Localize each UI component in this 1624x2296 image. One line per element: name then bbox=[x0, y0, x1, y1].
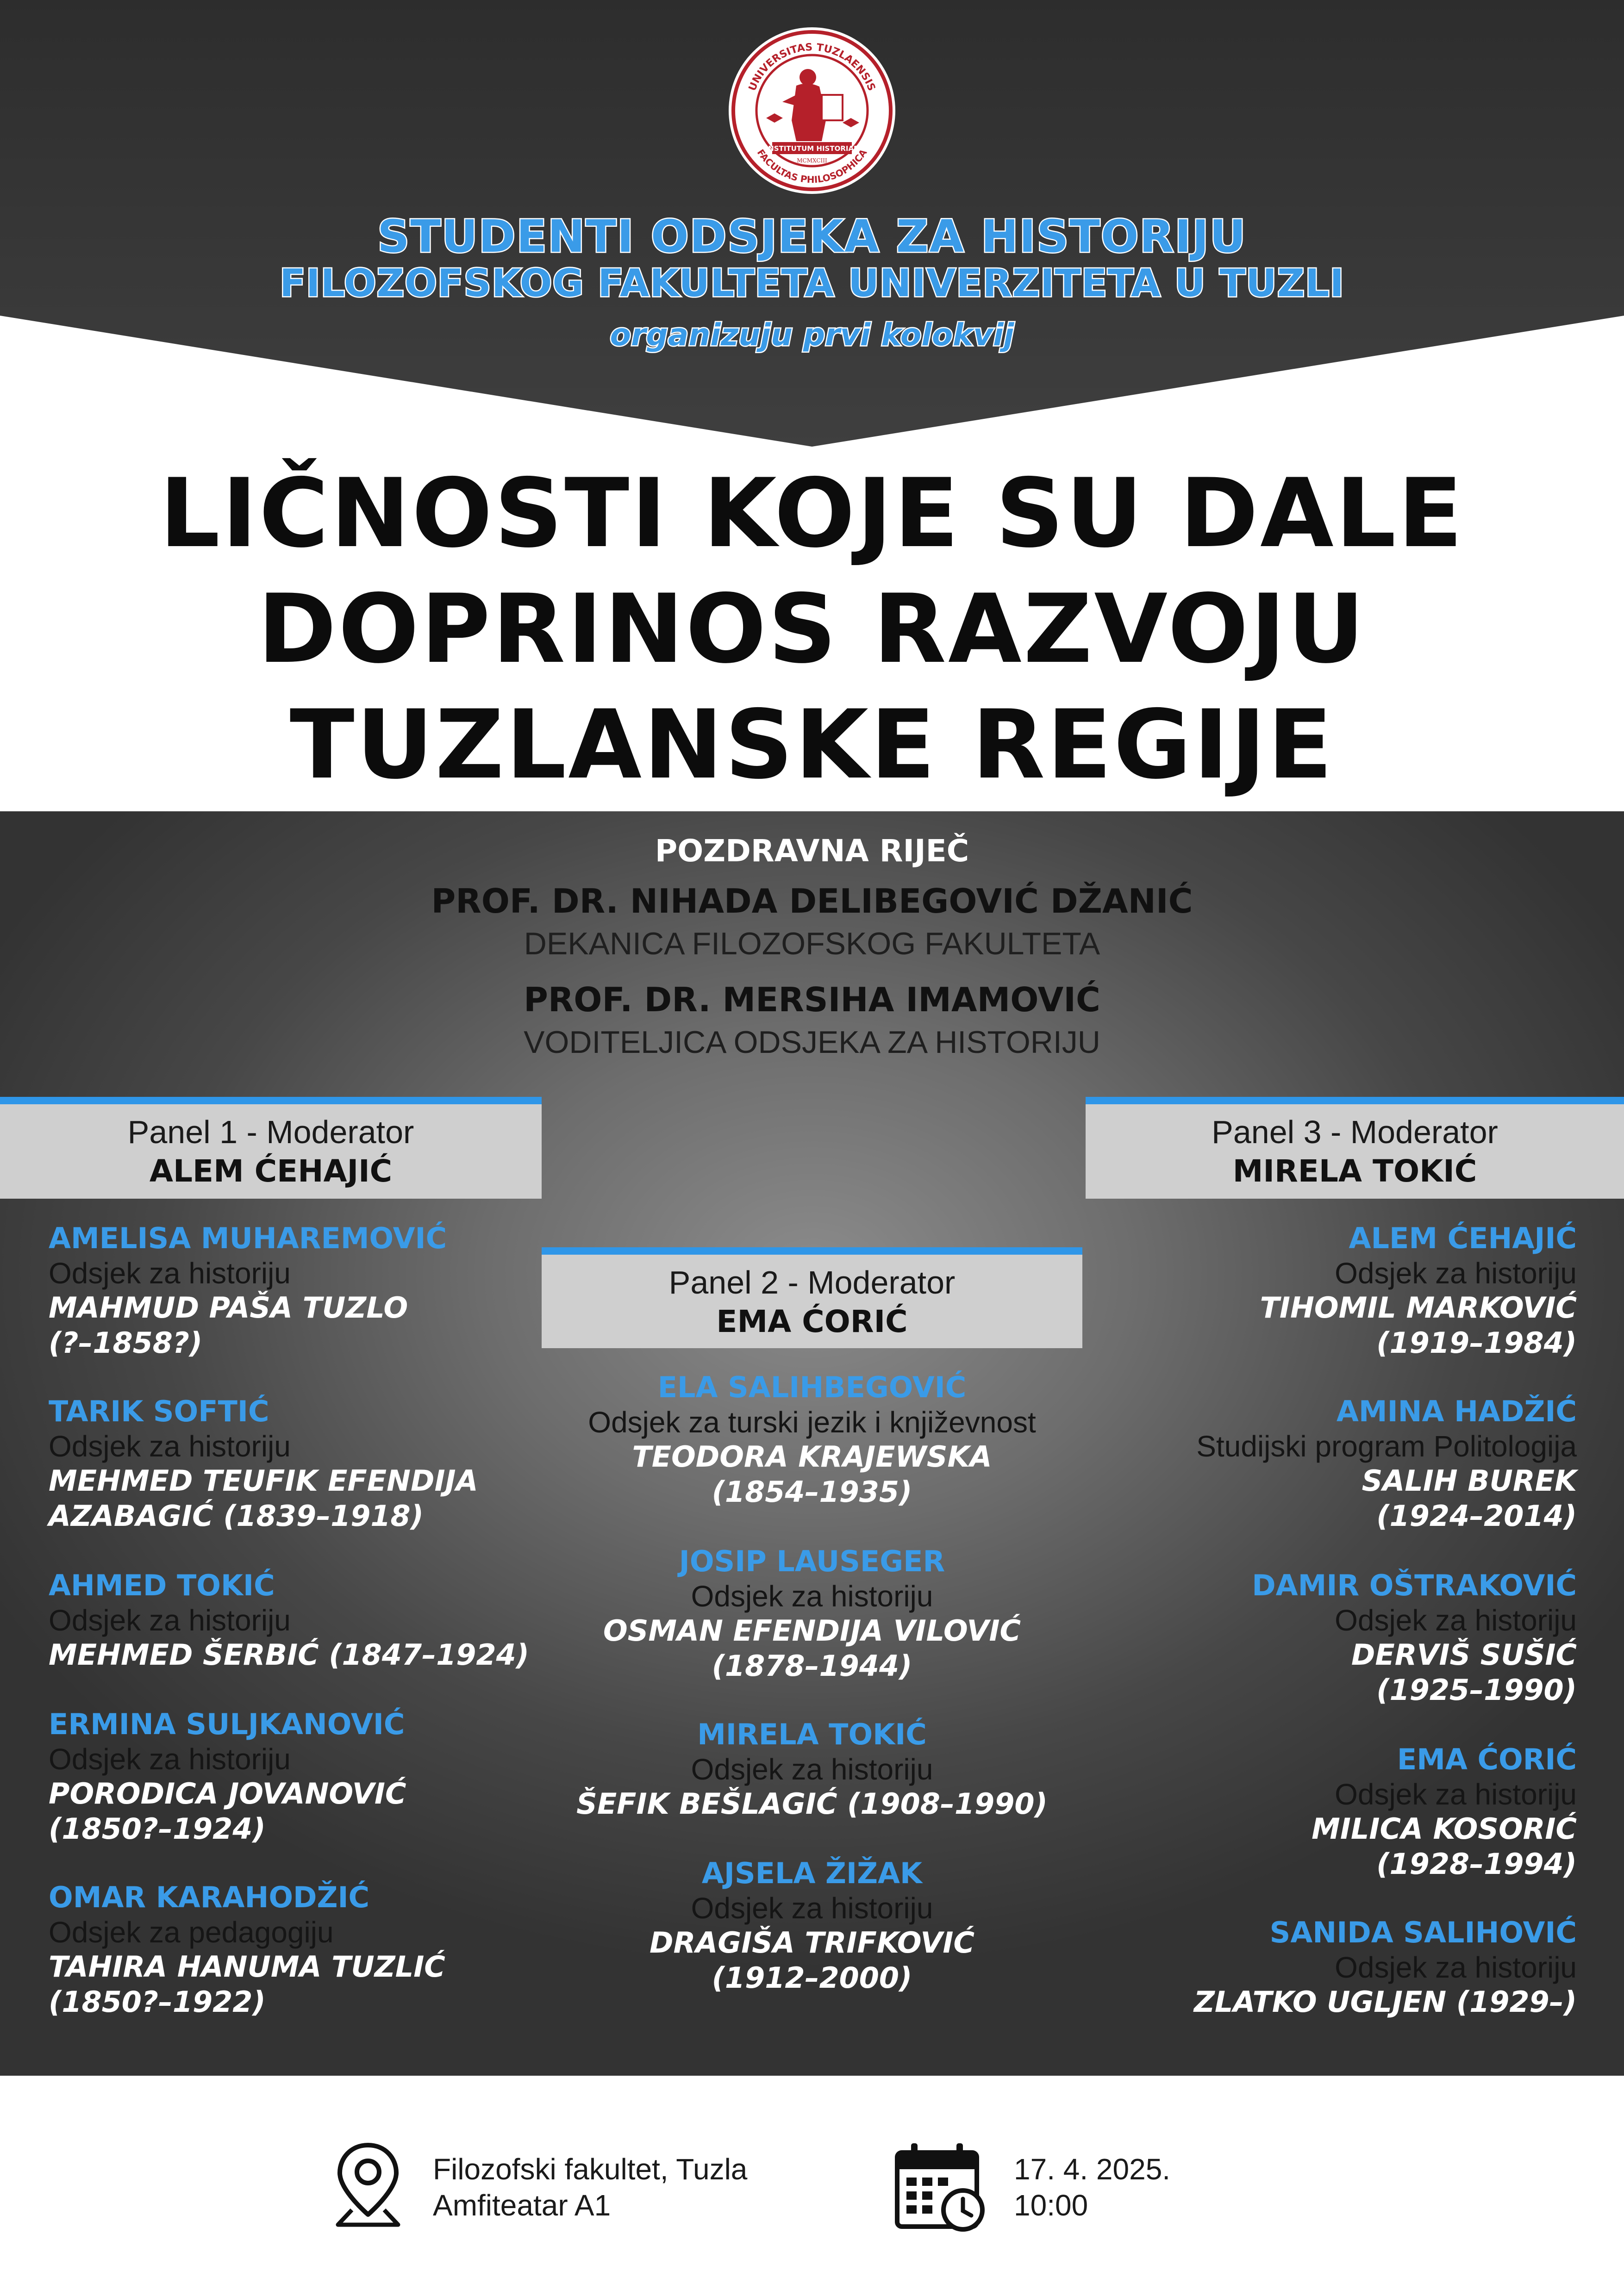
event-date: 17. 4. 2025. bbox=[1014, 2153, 1171, 2186]
panel-moderator: ALEM ĆEHAJIĆ bbox=[149, 1153, 393, 1189]
speaker-name: OMAR KARAHODŽIĆ bbox=[49, 1880, 370, 1914]
speaker-entry bbox=[49, 1221, 567, 1361]
speaker-name: AJSELA ŽIŽAK bbox=[701, 1856, 923, 1890]
footer bbox=[0, 2076, 1624, 2296]
speaker-department: Odsjek za historiju bbox=[691, 1753, 933, 1786]
speaker-entry bbox=[49, 1707, 567, 1847]
panel-3-header bbox=[1086, 1097, 1624, 1199]
speaker-topic: (1850?–1922) bbox=[49, 1985, 266, 2019]
speaker-topic: OSMAN EFENDIJA VILOVIĆ bbox=[603, 1614, 1021, 1648]
speaker-entry bbox=[1059, 1394, 1577, 1534]
speaker-department: Odsjek za historiju bbox=[691, 1892, 933, 1925]
logo-banner-text: INSTITUTUM HISTORIAE bbox=[765, 144, 859, 153]
panel-1-header bbox=[0, 1097, 542, 1199]
title-line-1: LIČNOSTI KOJE SU DALE bbox=[159, 459, 1465, 569]
speaker-name: MIRELA TOKIĆ bbox=[697, 1717, 927, 1751]
calendar-clock-icon bbox=[893, 2140, 986, 2233]
speaker-name: AMELISA MUHAREMOVIĆ bbox=[49, 1221, 447, 1255]
speaker-entry bbox=[1059, 1915, 1577, 2020]
panel-moderator: EMA ĆORIĆ bbox=[716, 1304, 908, 1339]
speaker-topic: (1928–1994) bbox=[1376, 1847, 1577, 1881]
speaker-name: ERMINA SULJKANOVIĆ bbox=[49, 1707, 405, 1741]
speaker-topic: AZABAGIĆ (1839–1918) bbox=[49, 1499, 424, 1533]
speaker-entry bbox=[1059, 1221, 1577, 1361]
speaker-department: Odsjek za historiju bbox=[1335, 1257, 1577, 1290]
speaker-name: AHMED TOKIĆ bbox=[49, 1568, 275, 1602]
university-logo bbox=[727, 25, 897, 196]
speaker-entry bbox=[553, 1370, 1071, 1510]
greeting-speaker-name: PROF. DR. NIHADA DELIBEGOVIĆ DŽANIĆ bbox=[431, 882, 1193, 921]
speaker-topic: PORODICA JOVANOVIĆ bbox=[49, 1777, 406, 1811]
panel-2-header bbox=[542, 1247, 1082, 1348]
speaker-topic: (1878–1944) bbox=[712, 1649, 912, 1683]
speaker-entry bbox=[1059, 1742, 1577, 1882]
speaker-name: DAMIR OŠTRAKOVIĆ bbox=[1252, 1568, 1577, 1602]
speaker-topic: SALIH BUREK bbox=[1362, 1464, 1577, 1498]
event-datetime bbox=[1014, 2151, 1170, 2223]
speaker-topic: MILICA KOSORIĆ bbox=[1312, 1812, 1577, 1846]
greeting-speaker-name: PROF. DR. MERSIHA IMAMOVIĆ bbox=[524, 980, 1100, 1019]
header-line-1: STUDENTI ODSJEKA ZA HISTORIJU bbox=[377, 211, 1247, 262]
speaker-topic: (1925–1990) bbox=[1376, 1673, 1577, 1707]
speaker-department: Odsjek za historiju bbox=[1335, 1778, 1577, 1811]
title-line-3: TUZLANSKE REGIJE bbox=[289, 690, 1335, 800]
location-line-1: Filozofski fakultet, Tuzla bbox=[433, 2153, 748, 2186]
panel-label: Panel 2 - Moderator bbox=[668, 1264, 956, 1300]
speaker-name: EMA ĆORIĆ bbox=[1397, 1742, 1577, 1776]
speaker-topic: ZLATKO UGLJEN (1929–) bbox=[1193, 1985, 1577, 2019]
greeting-speaker-role: DEKANICA FILOZOFSKOG FAKULTETA bbox=[524, 926, 1100, 961]
map-pin-icon bbox=[333, 2140, 403, 2228]
speaker-department: Odsjek za historiju bbox=[49, 1430, 291, 1463]
speaker-entry bbox=[553, 1544, 1071, 1684]
speaker-topic: TEODORA KRAJEWSKA bbox=[632, 1440, 992, 1474]
speaker-department: Studijski program Politologija bbox=[1196, 1430, 1577, 1463]
page-title bbox=[0, 456, 1624, 803]
event-time: 10:00 bbox=[1014, 2189, 1088, 2222]
panel-label: Panel 1 - Moderator bbox=[127, 1114, 414, 1150]
speaker-department: Odsjek za historiju bbox=[49, 1742, 291, 1776]
speaker-name: ALEM ĆEHAJIĆ bbox=[1349, 1221, 1577, 1255]
speaker-department: Odsjek za historiju bbox=[49, 1257, 291, 1290]
panel-moderator: MIRELA TOKIĆ bbox=[1232, 1153, 1477, 1189]
greeting-heading: POZDRAVNA RIJEČ bbox=[655, 833, 969, 869]
speaker-department: Odsjek za historiju bbox=[691, 1580, 933, 1613]
header-line-2: FILOZOFSKOG FAKULTETA UNIVERZITETA U TUZLI bbox=[280, 261, 1344, 305]
speaker-entry bbox=[49, 1880, 567, 2020]
speaker-name: JOSIP LAUSEGER bbox=[679, 1544, 945, 1578]
speaker-entry bbox=[553, 1717, 1071, 1822]
speaker-topic: MEHMED TEUFIK EFENDIJA bbox=[49, 1464, 478, 1498]
speaker-department: Odsjek za historiju bbox=[1335, 1951, 1577, 1984]
speaker-topic: MEHMED ŠERBIĆ (1847–1924) bbox=[49, 1638, 529, 1672]
speaker-topic: (?–1858?) bbox=[49, 1326, 203, 1360]
speaker-department: Odsjek za turski jezik i književnost bbox=[588, 1406, 1036, 1439]
speaker-topic: DRAGIŠA TRIFKOVIĆ bbox=[650, 1926, 974, 1960]
event-location bbox=[433, 2151, 747, 2223]
location-line-2: Amfiteatar A1 bbox=[433, 2189, 611, 2222]
speaker-topic: TIHOMIL MARKOVIĆ bbox=[1260, 1291, 1577, 1325]
logo-year-text: MCMXCIII bbox=[797, 157, 827, 164]
speaker-name: AMINA HADŽIĆ bbox=[1336, 1394, 1577, 1428]
speaker-topic: MAHMUD PAŠA TUZLO bbox=[49, 1291, 408, 1325]
speaker-entry bbox=[49, 1568, 567, 1673]
speaker-topic: DERVIŠ SUŠIĆ bbox=[1351, 1638, 1577, 1672]
speaker-topic: (1924–2014) bbox=[1376, 1499, 1577, 1533]
speaker-topic: (1854–1935) bbox=[712, 1475, 912, 1509]
speaker-department: Odsjek za historiju bbox=[1335, 1604, 1577, 1637]
speaker-entry bbox=[49, 1394, 567, 1534]
title-line-2: DOPRINOS RAZVOJU bbox=[257, 574, 1367, 684]
greeting-speaker-role: VODITELJICA ODSJEKA ZA HISTORIJU bbox=[524, 1025, 1100, 1060]
speaker-name: ELA SALIHBEGOVIĆ bbox=[657, 1370, 967, 1404]
speaker-name: TARIK SOFTIĆ bbox=[49, 1394, 269, 1428]
speaker-topic: (1850?–1924) bbox=[49, 1812, 266, 1846]
panel-label: Panel 3 - Moderator bbox=[1212, 1114, 1498, 1150]
header-line-3: organizuju prvi kolokvij bbox=[610, 317, 1014, 353]
speaker-topic: (1919–1984) bbox=[1376, 1326, 1577, 1360]
speaker-department: Odsjek za historiju bbox=[49, 1604, 291, 1637]
logo-ring-bottom-text: FACULTAS PHILOSOPHICA bbox=[755, 147, 869, 186]
speaker-name: SANIDA SALIHOVIĆ bbox=[1269, 1916, 1577, 1949]
speaker-topic: ŠEFIK BEŠLAGIĆ (1908–1990) bbox=[576, 1787, 1048, 1821]
speaker-entry bbox=[1059, 1568, 1577, 1708]
logo-ring-top-text: UNIVERSITAS TUZLAENSIS bbox=[746, 41, 878, 93]
speaker-topic: (1912–2000) bbox=[712, 1961, 912, 1995]
speaker-entry bbox=[553, 1856, 1071, 1996]
speaker-topic: TAHIRA HANUMA TUZLIĆ bbox=[49, 1950, 445, 1984]
speaker-department: Odsjek za pedagogiju bbox=[49, 1916, 334, 1949]
